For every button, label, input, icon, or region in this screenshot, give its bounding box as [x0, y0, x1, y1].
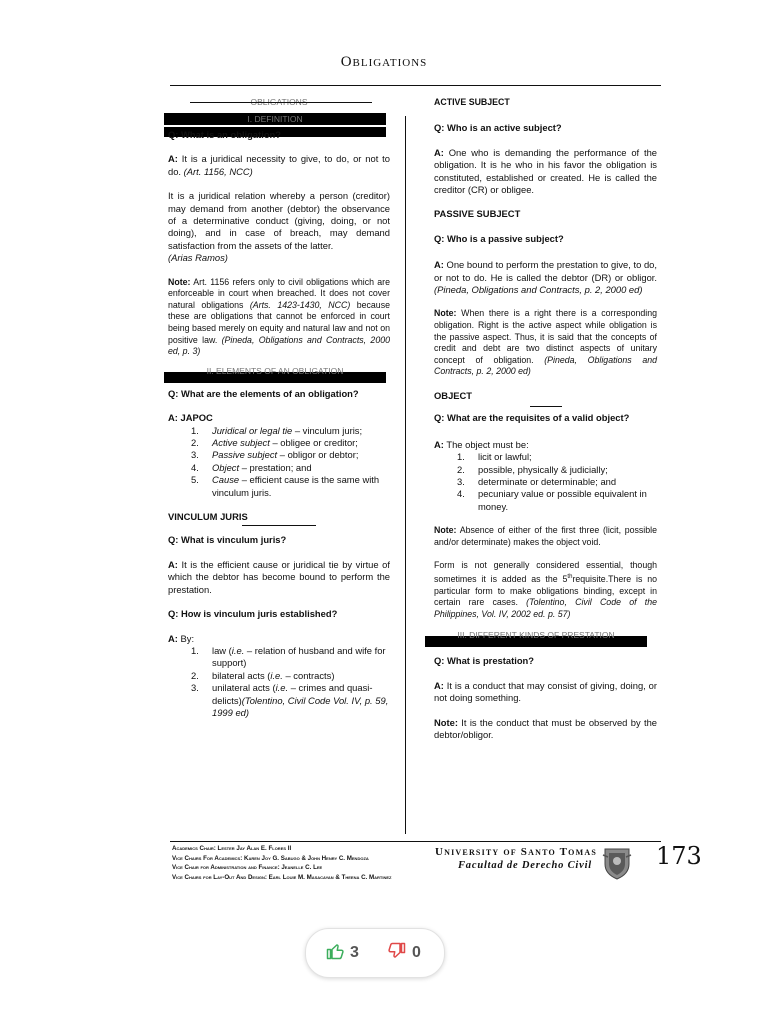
list-item: 3. unilateral acts (i.e. – crimes and quasi-delicts)(Tolentino, Civil Code Vol. IV, p. 59, 1999 ed) — [191, 682, 389, 718]
list-item: 3. determinate or determinable; and — [457, 476, 617, 488]
obligations-rule — [190, 102, 372, 103]
credit-line: Vice Chairs For Academics: Karen Joy G. Sabugo & John Henry C. Mendoza — [172, 854, 369, 862]
left-column — [168, 96, 390, 719]
thumbs-up-icon — [326, 942, 344, 965]
column-divider — [405, 116, 406, 834]
juridical-relation-paragraph — [168, 190, 390, 264]
list-item: 3. Passive subject – obligor or debtor; — [191, 449, 359, 461]
upvote-count: 3 — [350, 944, 359, 961]
object-underline — [530, 406, 562, 407]
answer-prestation: A: It is a conduct that may consist of giving, doing, or not doing something. — [434, 679, 657, 704]
credit-line: Vice Chairs for Lay-Out And Design: Earl Louie M. Masacayan & Theena C. Martinez — [172, 873, 392, 881]
citation: (Pineda, Obligations and Contracts, p. 2, 2000 ed) — [434, 354, 657, 377]
list-item: 1. Juridical or legal tie – vinculum juris; — [191, 424, 363, 436]
vinculum-underline — [242, 525, 316, 526]
definition-bar — [164, 113, 386, 125]
citation: (Tolentino, Civil Code Vol. IV, p. 59, 1999 ed) — [212, 694, 389, 718]
note-conduct: Note: It is the conduct that must be observed by the debtor/obligor. — [434, 716, 657, 740]
question-vinculum: Q: What is vinculum juris? — [168, 534, 287, 546]
page-number: 173 — [656, 842, 702, 870]
answer-passive-subject: A: One bound to perform the prestation to give, to do, or not to do. He is called the debtor (DR) or obligor. (Pineda, Obligations and Contracts, p. 2, 2000 ed) — [434, 259, 657, 296]
right-column — [434, 96, 657, 741]
vote-widget — [305, 928, 445, 978]
downvote-button[interactable] — [388, 929, 421, 977]
requisites-list — [434, 451, 657, 513]
question-passive-subject: Q: Who is a passive subject? — [434, 232, 564, 244]
note-right-obligation: Note: When there is a right there is a corresponding obligation. Right is the active aspect while obligation is the passive aspect. Thus, it is said that the concepts of credit and debt are two distinct aspects of unitary concept of obligation. (Pineda, Obligations and Contracts, p. 2, 2000 ed) — [434, 308, 657, 377]
vinculum-heading: VINCULUM JURIS — [168, 511, 248, 523]
downvote-count: 0 — [412, 944, 421, 961]
citation: (Pineda, Obligations and Contracts, p. 2, 2000 ed) — [434, 284, 643, 296]
university-name: University of Santo Tomas — [435, 846, 597, 858]
list-item: 1. law (i.e. – relation of husband and wife for support) — [191, 644, 386, 669]
question-prestation: Q: What is prestation? — [434, 655, 535, 667]
kinds-bar — [425, 630, 647, 647]
form-paragraph: Form is not generally considered essential, though sometimes it is added as the 5threquisite.There is no particular form to make obligations binding, except in certain rare cases. (Tolentino, Civil Code of the Philippines, Vol. IV, 2002 ed. p. 57) — [434, 560, 658, 619]
answer-by: A: By: — [168, 632, 195, 644]
note-label: Note: — [168, 276, 191, 287]
citation: (Pineda, Obligations and Contracts, 2000 ed, p. 3) — [168, 334, 391, 357]
note-text: Art. 1156 refers only to civil obligations which are enforceable in court when breached. It does not cover natural obligations — [168, 276, 390, 310]
citation: (Arias Ramos) — [168, 252, 228, 264]
upvote-button[interactable] — [326, 929, 359, 977]
credit-line: Vice Chair for Administration and Finance: Jeanelle C. Lee — [172, 864, 323, 872]
citation: (Arts. 1423-1430, NCC) — [249, 299, 351, 310]
header-rule — [170, 85, 661, 86]
answer-text: It is a juridical necessity to give, to do, or not to do. — [168, 153, 390, 177]
citation: (Art. 1156, NCC) — [183, 165, 253, 177]
answer-valid-object: A: The object must be: — [434, 438, 529, 450]
definition-heading: I. DEFINITION — [247, 114, 303, 124]
passive-subject-heading: PASSIVE SUBJECT — [434, 208, 521, 220]
question-elements: Q: What are the elements of an obligation? — [168, 387, 359, 399]
credit-line: Academics Chair: Lester Jay Alan E. Flores II — [172, 845, 292, 852]
ust-seal-icon — [602, 846, 632, 880]
answer-japoc: A: JAPOC — [168, 412, 213, 424]
question-vinculum-established: Q: How is vinculum juris established? — [168, 608, 338, 620]
paragraph-text: It is a juridical relation whereby a person (creditor) may demand from another (debtor) the observance of a determinative conduct (giving, doing, or not doing), and in case of breach, may demand satisfaction from the assets of the latter. — [168, 190, 390, 251]
thumbs-down-icon — [388, 942, 406, 965]
note-absence: Note: Absence of either of the first three (licit, possible and/or determinate) makes the object void. — [434, 525, 657, 547]
by-list — [168, 645, 390, 719]
elements-bar — [164, 365, 386, 383]
list-item: 5. Cause – efficient cause is the same with vinculum juris. — [191, 474, 380, 498]
question-active-subject: Q: Who is an active subject? — [434, 122, 562, 134]
list-item: 1. licit or lawful; — [457, 451, 532, 463]
answer-label: A: — [168, 153, 178, 165]
elements-list — [168, 425, 390, 499]
list-item: 2. bilateral acts (i.e. – contracts) — [191, 669, 335, 681]
kinds-heading: III. DIFFERENT KINDS OF PRESTATION — [457, 630, 615, 641]
answer-active-subject: A: One who is demanding the performance of the obligation. It is he who in his favor the obligation is constituted, established or created. He is called the creditor (CR) or obligee. — [434, 146, 657, 196]
faculty-name: Facultad de Derecho Civil — [458, 860, 593, 871]
obligations-heading: OBLIGATIONS — [250, 97, 308, 107]
note-text: because these are obligations that cannot be enforced in court being based merely on equity and natural law and not on positive law. — [168, 299, 390, 345]
list-item: 2. Active subject – obligee or creditor; — [191, 437, 358, 449]
list-item: 4. Object – prestation; and — [191, 461, 312, 473]
answer-obligation — [168, 153, 390, 178]
elements-heading: II. ELEMENTS OF AN OBLIGATION — [206, 365, 344, 376]
note-art-1156 — [168, 277, 390, 358]
citation: (Tolentino, Civil Code of the Philippines, Vol. IV, 2002 ed. p. 57) — [434, 597, 657, 619]
question-obligation: Q: What is an obligation? — [168, 129, 282, 140]
question-valid-object: Q: What are the requisites of a valid object? — [434, 412, 630, 424]
object-heading: OBJECT — [434, 390, 473, 402]
footer-credits — [172, 844, 391, 882]
footer-rule — [170, 841, 661, 842]
answer-vinculum: A: It is the efficient cause or juridical tie by virtue of which the debtor has become bound to perform the prestation. — [168, 558, 390, 595]
list-item: 4. pecuniary value or possible equivalent in money. — [457, 488, 647, 512]
list-item: 2. possible, physically & judicially; — [457, 463, 608, 475]
active-subject-heading: ACTIVE SUBJECT — [434, 97, 510, 107]
page-header-title: Obligations — [340, 54, 428, 70]
